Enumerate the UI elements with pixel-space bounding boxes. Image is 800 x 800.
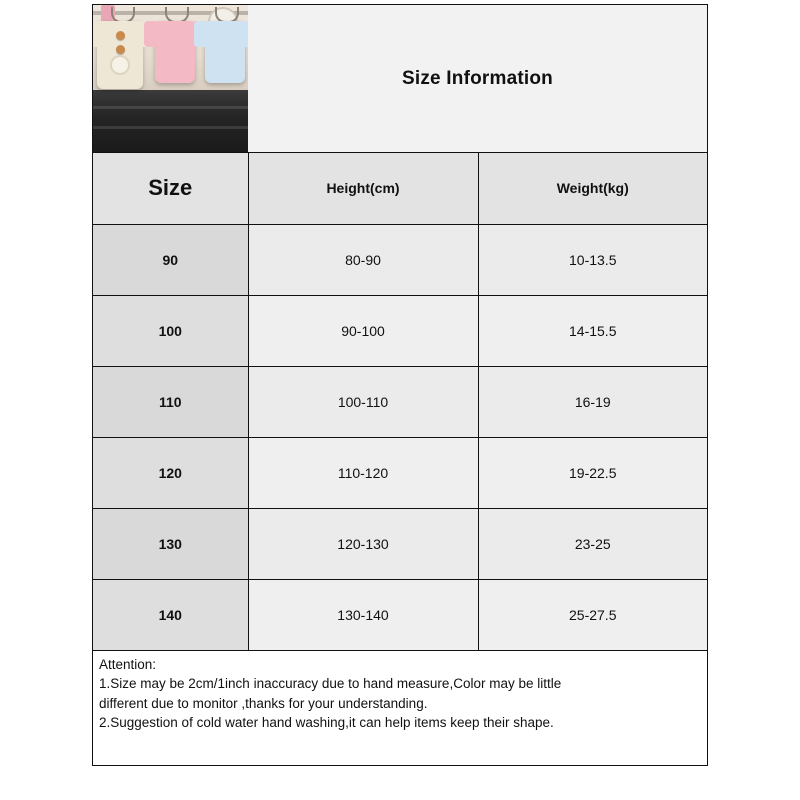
cell-height: 130-140 [248, 579, 478, 650]
garment-sleeve-right [242, 21, 248, 47]
attention-line-1: 1.Size may be 2cm/1inch inaccuracy due to hand measure,Color may be little [99, 676, 562, 692]
table-header-row [93, 153, 707, 224]
garment-pink [155, 21, 195, 83]
table-body [93, 224, 707, 650]
cell-height: 120-130 [248, 508, 478, 579]
cell-weight: 14-15.5 [478, 295, 707, 366]
cell-height: 110-120 [248, 437, 478, 508]
garment-blue [205, 21, 245, 83]
button-decoration [116, 45, 125, 54]
cell-weight: 10-13.5 [478, 224, 707, 295]
attention-line-2: different due to monitor ,thanks for your understanding. [99, 695, 428, 711]
cell-height: 80-90 [248, 224, 478, 295]
garment-sleeve-left [194, 21, 208, 47]
cell-weight: 16-19 [478, 366, 707, 437]
attention-note [93, 651, 707, 739]
table-row [93, 224, 707, 295]
column-header-height: Height(cm) [248, 153, 478, 224]
flower-decoration [112, 57, 128, 73]
cell-size: 110 [93, 366, 248, 437]
cell-size: 120 [93, 437, 248, 508]
cell-weight: 19-22.5 [478, 437, 707, 508]
cell-height: 90-100 [248, 295, 478, 366]
card-header [93, 5, 707, 153]
cell-size: 140 [93, 579, 248, 650]
photo-floor [93, 90, 248, 152]
cell-size: 90 [93, 224, 248, 295]
table-row [93, 508, 707, 579]
product-photo [93, 5, 248, 152]
column-header-size: Size [93, 153, 248, 224]
size-chart-table [93, 153, 707, 651]
table-row [93, 295, 707, 366]
garment-beige [97, 21, 143, 89]
cell-height: 100-110 [248, 366, 478, 437]
cell-size: 130 [93, 508, 248, 579]
attention-line-3: 2.Suggestion of cold water hand washing,it can help items keep their shape. [99, 715, 554, 731]
attention-heading: Attention: [99, 656, 157, 672]
table-row [93, 579, 707, 650]
table-row [93, 437, 707, 508]
table-row [93, 366, 707, 437]
page-title: Size Information [402, 67, 553, 89]
table-header [93, 153, 707, 224]
button-decoration [116, 31, 125, 40]
cell-weight: 25-27.5 [478, 579, 707, 650]
column-header-weight: Weight(kg) [478, 153, 707, 224]
garment-sleeve-left [93, 21, 100, 47]
title-area [248, 5, 707, 152]
cell-size: 100 [93, 295, 248, 366]
size-information-card [92, 4, 708, 766]
cell-weight: 23-25 [478, 508, 707, 579]
garment-sleeve-left [144, 21, 158, 47]
